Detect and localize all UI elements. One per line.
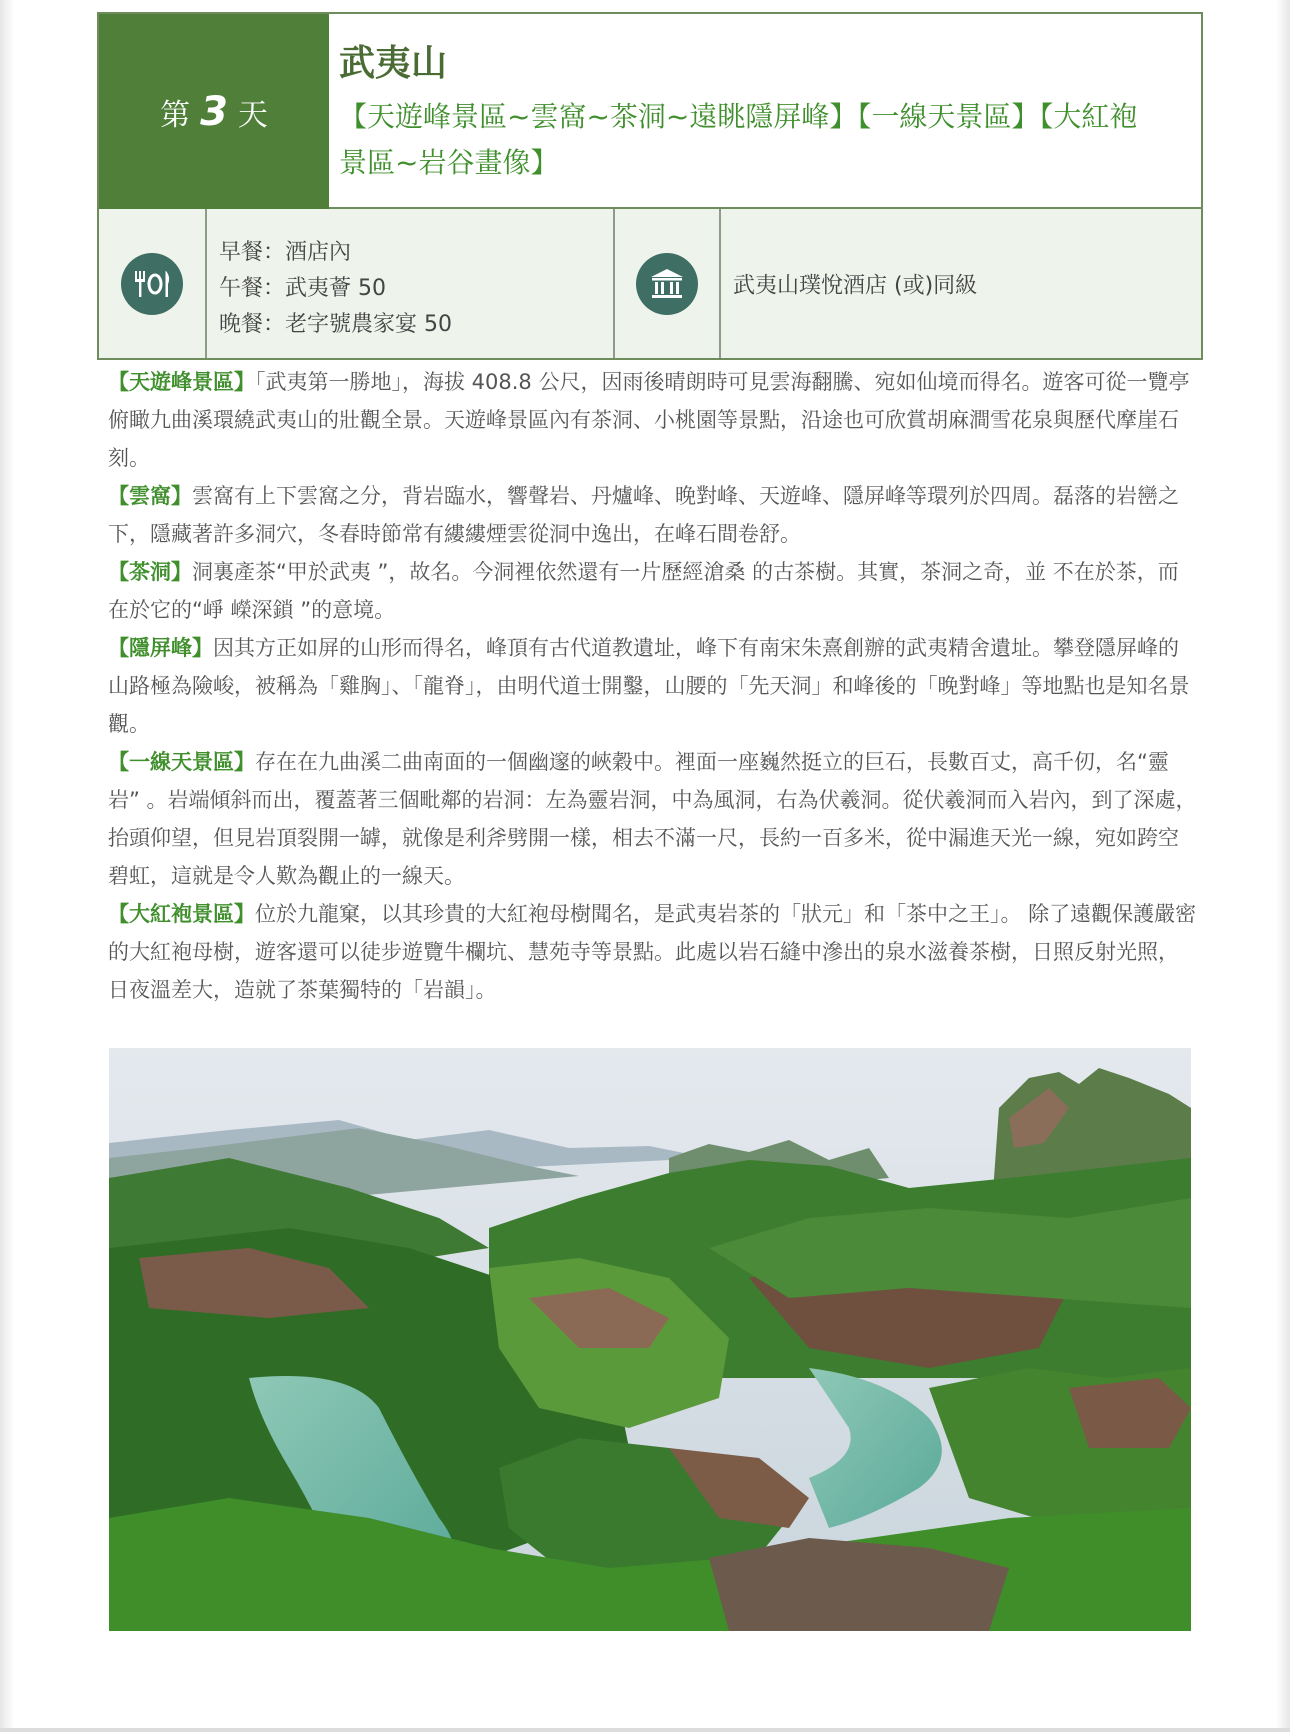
meal-breakfast: 早餐：酒店內 <box>219 240 352 265</box>
paragraph-heading: 【大紅袍景區】 <box>108 902 255 926</box>
paragraph-yinping <box>108 629 1198 743</box>
meal-icon-cell <box>99 209 207 358</box>
paragraph-body: 存在在九曲溪二曲南面的一個幽邃的峽穀中。裡面一座巍然挺立的巨石，長數百丈，高千仞，名“靈岩” 。岩端傾斜而出，覆蓋著三個毗鄰的岩洞：左為靈岩洞，中為風洞，右為伏羲洞。從伏羲洞而入岩內，到了深處，抬頭仰望，但見岩頂裂開一罅，就像是利斧劈開一樣，相去不滿一尺，長約一百多米，從中漏進天光一線，宛如跨空碧虹，這就是令人歎為觀止的一線天。 <box>108 750 1197 888</box>
day-number: 3 <box>200 88 228 135</box>
day-header-table <box>97 12 1203 360</box>
paragraph-yixiantian <box>108 743 1198 895</box>
paragraph-heading: 【隱屏峰】 <box>108 636 213 660</box>
paragraph-yunwo <box>108 477 1198 553</box>
hotel-building-icon <box>636 253 698 315</box>
meal-dinner: 晚餐：老字號農家宴 50 <box>219 312 452 337</box>
paragraph-body: 洞裏產茶“甲於武夷 ”，故名。今洞裡依然還有一片歷經滄桑 的古茶樹。其實，茶洞之奇，並 不在於茶，而在於它的“崢 嶸深鎖 ”的意境。 <box>108 560 1179 622</box>
day-label <box>99 14 329 209</box>
info-row <box>99 209 1201 358</box>
itinerary-subtitle-line: 【天遊峰景區~雲窩~茶洞~遠眺隱屏峰】【一線天景區】【大紅袍 <box>339 100 1138 133</box>
meal-lunch: 午餐：武夷薈 50 <box>219 276 386 301</box>
title-cell <box>329 14 1201 209</box>
paragraph-dahongpao <box>108 895 1198 1009</box>
page-shadow-right <box>1276 0 1290 1732</box>
paragraph-body: 位於九龍窠，以其珍貴的大紅袍母樹聞名，是武夷岩茶的「狀元」和「茶中之王」。 除了遠觀保護嚴密的大紅袍母樹，遊客還可以徒步遊覽牛欄坑、慧苑寺等景點。此處以岩石縫中滲出的泉水滋養茶樹，日照反射光照，日夜溫差大，造就了茶葉獨特的「岩韻」。 <box>108 902 1197 1002</box>
paragraph-heading: 【天遊峰景區】 <box>108 370 255 394</box>
hotel-cell <box>721 209 1201 358</box>
paragraph-body: 雲窩有上下雲窩之分，背岩臨水，響聲岩、丹爐峰、晚對峰、天遊峰、隱屏峰等環列於四周。磊落的岩巒之下，隱藏著許多洞穴，冬春時節常有縷縷煙雲從洞中逸出，在峰石間卷舒。 <box>108 484 1179 546</box>
restaurant-icon <box>121 253 183 315</box>
page-title: 武夷山 <box>339 43 448 84</box>
paragraph-heading: 【茶洞】 <box>108 560 192 584</box>
paragraph-chadong <box>108 553 1198 629</box>
attraction-descriptions <box>108 363 1198 1009</box>
landscape-photo <box>109 1048 1191 1631</box>
hotel-name: 武夷山璞悅酒店 (或)同級 <box>733 273 978 298</box>
day-suffix: 天 <box>237 97 268 133</box>
meals-cell <box>207 209 615 358</box>
hotel-icon-cell <box>615 209 721 358</box>
paragraph-body: 因其方正如屏的山形而得名，峰頂有古代道教遺址，峰下有南宋朱熹創辦的武夷精舍遺址。攀登隱屏峰的山路極為險峻，被稱為「雞胸」、「龍脊」，由明代道士開鑿，山腰的「先天洞」和峰後的「晚對峰」等地點也是知名景觀。 <box>108 636 1190 736</box>
paragraph-heading: 【一線天景區】 <box>108 750 255 774</box>
meals-list <box>207 209 613 343</box>
paragraph-tianyou <box>108 363 1198 477</box>
paragraph-heading: 【雲窩】 <box>108 484 192 508</box>
paragraph-body: 「武夷第一勝地」，海拔 408.8 公尺，因雨後晴朗時可見雲海翻騰、宛如仙境而得名。遊客可從一覽亭俯瞰九曲溪環繞武夷山的壯觀全景。天遊峰景區內有茶洞、小桃園等景點，沿途也可欣賞胡麻澗雪花泉與歷代摩崖石刻。 <box>108 370 1190 470</box>
page-shadow-left <box>0 0 14 1732</box>
landscape-illustration <box>109 1048 1191 1631</box>
day-prefix: 第 <box>160 97 191 133</box>
itinerary-subtitle-line: 景區~岩谷畫像】 <box>339 146 559 179</box>
page-edge <box>0 1728 1290 1732</box>
itinerary-subtitle <box>339 94 1187 186</box>
